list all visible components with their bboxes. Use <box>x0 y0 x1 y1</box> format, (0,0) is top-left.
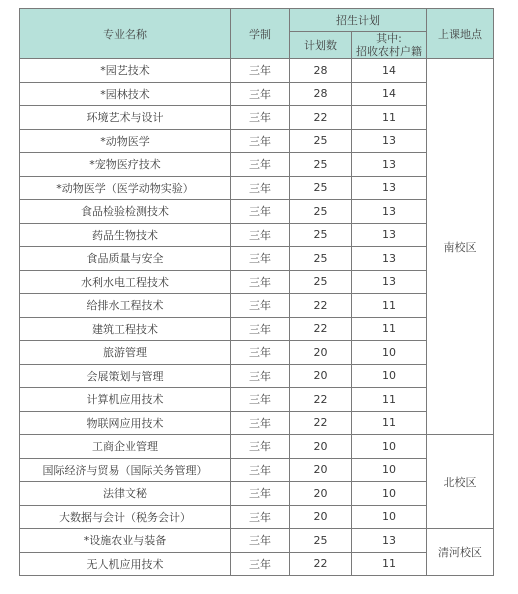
plan-count-cell: 22 <box>290 294 352 318</box>
plan-count-cell: 22 <box>290 106 352 130</box>
rural-quota-cell: 13 <box>352 529 427 553</box>
table-row <box>20 458 494 482</box>
header-major-name: 专业名称 <box>20 9 231 59</box>
table-row <box>20 247 494 271</box>
duration-cell: 三年 <box>231 388 290 412</box>
plan-count-cell: 22 <box>290 552 352 576</box>
header-location: 上课地点 <box>427 9 494 59</box>
rural-quota-cell: 14 <box>352 59 427 83</box>
duration-cell: 三年 <box>231 482 290 506</box>
plan-count-cell: 25 <box>290 200 352 224</box>
rural-quota-cell: 13 <box>352 176 427 200</box>
major-name-cell: *宠物医疗技术 <box>20 153 231 177</box>
location-cell: 清河校区 <box>427 529 494 576</box>
major-name-cell: 旅游管理 <box>20 341 231 365</box>
rural-quota-cell: 10 <box>352 435 427 459</box>
plan-count-cell: 22 <box>290 388 352 412</box>
plan-count-cell: 25 <box>290 153 352 177</box>
major-name-cell: 环境艺术与设计 <box>20 106 231 130</box>
rural-quota-cell: 10 <box>352 505 427 529</box>
rural-quota-cell: 11 <box>352 294 427 318</box>
major-name-cell: 药品生物技术 <box>20 223 231 247</box>
major-name-cell: 给排水工程技术 <box>20 294 231 318</box>
plan-count-cell: 22 <box>290 317 352 341</box>
rural-quota-cell: 11 <box>352 411 427 435</box>
rural-quota-cell: 13 <box>352 247 427 271</box>
duration-cell: 三年 <box>231 317 290 341</box>
table-row <box>20 388 494 412</box>
major-name-cell: *动物医学 <box>20 129 231 153</box>
plan-count-cell: 25 <box>290 247 352 271</box>
rural-quota-cell: 11 <box>352 106 427 130</box>
major-name-cell: 大数据与会计（税务会计） <box>20 505 231 529</box>
table-row <box>20 106 494 130</box>
duration-cell: 三年 <box>231 247 290 271</box>
plan-count-cell: 20 <box>290 482 352 506</box>
rural-quota-cell: 10 <box>352 482 427 506</box>
duration-cell: 三年 <box>231 411 290 435</box>
major-name-cell: *设施农业与装备 <box>20 529 231 553</box>
duration-cell: 三年 <box>231 435 290 459</box>
header-rural-quota <box>352 32 427 59</box>
rural-quota-cell: 10 <box>352 364 427 388</box>
rural-quota-cell: 13 <box>352 200 427 224</box>
plan-count-cell: 20 <box>290 341 352 365</box>
duration-cell: 三年 <box>231 458 290 482</box>
major-name-cell: 水利水电工程技术 <box>20 270 231 294</box>
header-rural-line2: 招收农村户籍 <box>356 45 422 58</box>
duration-cell: 三年 <box>231 294 290 318</box>
duration-cell: 三年 <box>231 270 290 294</box>
major-name-cell: 国际经济与贸易（国际关务管理） <box>20 458 231 482</box>
table-body <box>20 59 494 576</box>
rural-quota-cell: 14 <box>352 82 427 106</box>
duration-cell: 三年 <box>231 341 290 365</box>
major-name-cell: 会展策划与管理 <box>20 364 231 388</box>
enrollment-plan-table <box>19 8 494 576</box>
table-row <box>20 153 494 177</box>
rural-quota-cell: 13 <box>352 129 427 153</box>
header-duration: 学制 <box>231 9 290 59</box>
table-row <box>20 200 494 224</box>
plan-count-cell: 25 <box>290 176 352 200</box>
location-cell: 北校区 <box>427 435 494 529</box>
major-name-cell: 食品质量与安全 <box>20 247 231 271</box>
table-row <box>20 294 494 318</box>
table-row <box>20 505 494 529</box>
header-enrollment-plan: 招生计划 <box>290 9 427 32</box>
plan-count-cell: 20 <box>290 364 352 388</box>
major-name-cell: 物联网应用技术 <box>20 411 231 435</box>
duration-cell: 三年 <box>231 505 290 529</box>
table-row <box>20 59 494 83</box>
header-rural-line1: 其中: <box>376 32 402 45</box>
table-row <box>20 270 494 294</box>
table-row <box>20 364 494 388</box>
rural-quota-cell: 10 <box>352 341 427 365</box>
table-row <box>20 435 494 459</box>
duration-cell: 三年 <box>231 153 290 177</box>
plan-count-cell: 25 <box>290 223 352 247</box>
table-row <box>20 529 494 553</box>
major-name-cell: 食品检验检测技术 <box>20 200 231 224</box>
major-name-cell: *园艺技术 <box>20 59 231 83</box>
table-row <box>20 176 494 200</box>
major-name-cell: *园林技术 <box>20 82 231 106</box>
table-row <box>20 223 494 247</box>
plan-count-cell: 25 <box>290 129 352 153</box>
table-row <box>20 552 494 576</box>
header-plan-count: 计划数 <box>290 32 352 59</box>
plan-count-cell: 20 <box>290 505 352 529</box>
duration-cell: 三年 <box>231 364 290 388</box>
plan-count-cell: 28 <box>290 82 352 106</box>
table-row <box>20 341 494 365</box>
plan-count-cell: 20 <box>290 435 352 459</box>
plan-count-cell: 28 <box>290 59 352 83</box>
rural-quota-cell: 11 <box>352 388 427 412</box>
table-row <box>20 482 494 506</box>
table-row <box>20 411 494 435</box>
location-cell: 南校区 <box>427 59 494 435</box>
duration-cell: 三年 <box>231 59 290 83</box>
duration-cell: 三年 <box>231 106 290 130</box>
duration-cell: 三年 <box>231 223 290 247</box>
major-name-cell: *动物医学（医学动物实验） <box>20 176 231 200</box>
table-row <box>20 129 494 153</box>
rural-quota-cell: 10 <box>352 458 427 482</box>
plan-count-cell: 25 <box>290 529 352 553</box>
major-name-cell: 工商企业管理 <box>20 435 231 459</box>
rural-quota-cell: 11 <box>352 552 427 576</box>
major-name-cell: 无人机应用技术 <box>20 552 231 576</box>
duration-cell: 三年 <box>231 200 290 224</box>
table-row <box>20 82 494 106</box>
major-name-cell: 计算机应用技术 <box>20 388 231 412</box>
rural-quota-cell: 13 <box>352 153 427 177</box>
duration-cell: 三年 <box>231 129 290 153</box>
major-name-cell: 建筑工程技术 <box>20 317 231 341</box>
table-header <box>20 9 494 59</box>
major-name-cell: 法律文秘 <box>20 482 231 506</box>
duration-cell: 三年 <box>231 82 290 106</box>
rural-quota-cell: 13 <box>352 223 427 247</box>
plan-count-cell: 20 <box>290 458 352 482</box>
duration-cell: 三年 <box>231 529 290 553</box>
table-row <box>20 317 494 341</box>
duration-cell: 三年 <box>231 176 290 200</box>
rural-quota-cell: 13 <box>352 270 427 294</box>
plan-count-cell: 22 <box>290 411 352 435</box>
duration-cell: 三年 <box>231 552 290 576</box>
rural-quota-cell: 11 <box>352 317 427 341</box>
plan-count-cell: 25 <box>290 270 352 294</box>
